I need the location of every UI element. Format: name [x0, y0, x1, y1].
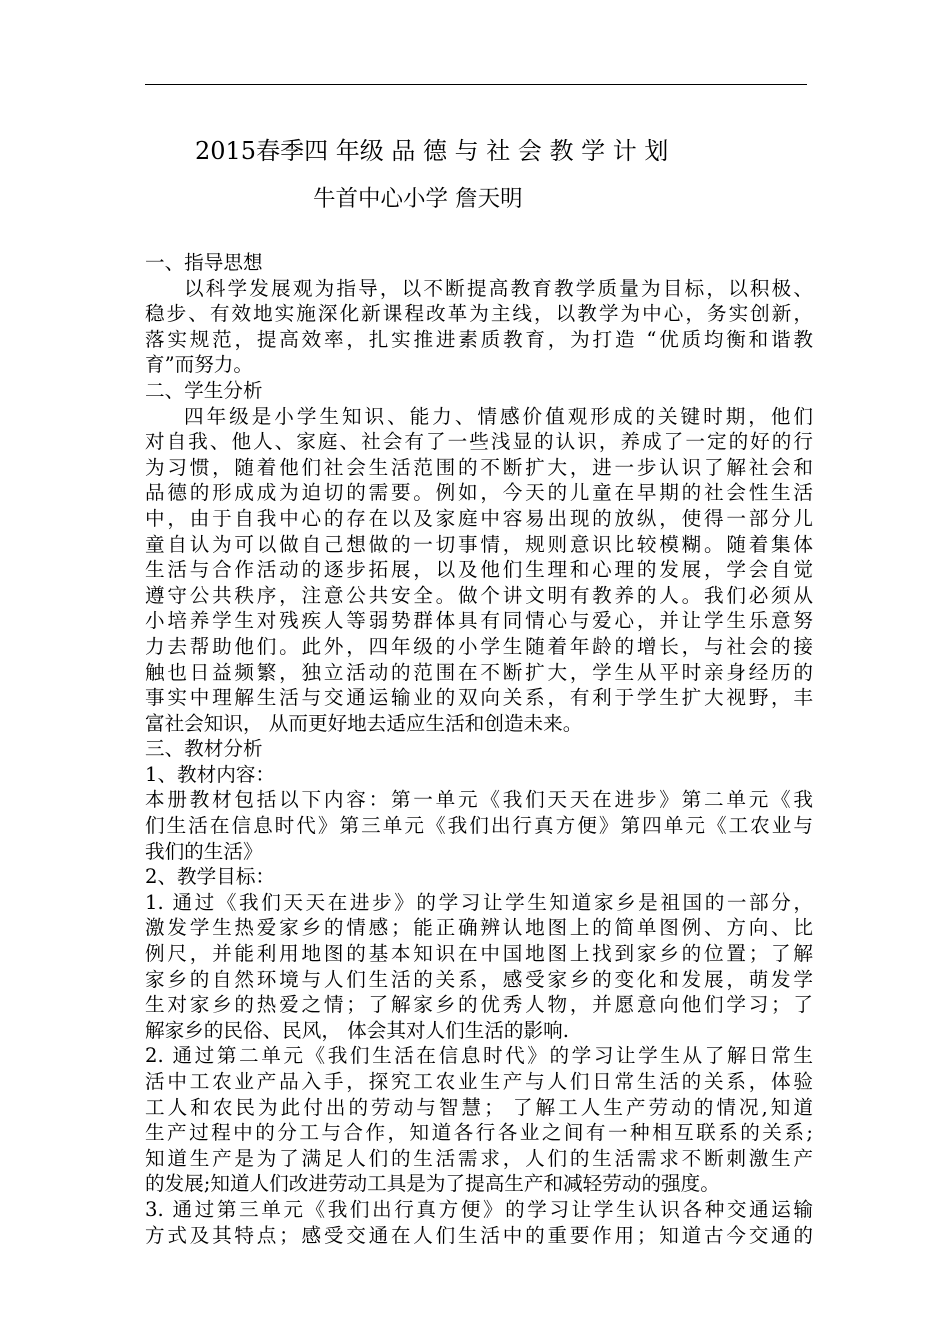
text-line: 三、教材分析 [145, 737, 263, 761]
text-line: 们生活在信息时代》第三单元《我们出行真方便》第四单元《工农业与 [145, 814, 813, 838]
header-rule [145, 84, 807, 85]
document-body [145, 250, 813, 1248]
text-line: 落实规范，提高效率，扎实推进素质教育，为打造 “优质均衡和谐教 [145, 327, 813, 351]
text-line: 我们的生活》 [145, 839, 263, 863]
text-line: 2. 通过第二单元《我们生活在信息时代》的学习让学生从了解日常生 [145, 1044, 813, 1068]
text-line: 家乡的自然环境与人们生活的关系，感受家乡的变化和发展，萌发学 [145, 967, 813, 991]
text-line: 事实中理解生活与交通运输业的双向关系，有利于学生扩大视野，丰 [145, 686, 813, 710]
text-line: 解家乡的民俗、民风， 体会其对人们生活的影响. [145, 1018, 569, 1042]
text-line: 活中工农业产品入手，探究工农业生产与人们日常生活的关系，体验 [145, 1070, 813, 1093]
text-line: 稳步、有效地实施深化新课程改革为主线，以教学为中心，务实创新， [145, 302, 813, 326]
text-line: 本册教材包括以下内容：第一单元《我们天天在进步》第二单元《我 [145, 788, 813, 812]
text-line: 知道生产是为了满足人们的生活需求，人们的生活需求不断刺激生产 [145, 1146, 813, 1170]
text-line: 激发学生热爱家乡的情感；能正确辨认地图上的简单图例、方向、比 [145, 916, 813, 940]
text-line: 富社会知识， 从而更好地去适应生活和创造未来。 [145, 711, 583, 735]
text-line: 力去帮助他们。此外，四年级的小学生随着年龄的增长，与社会的接 [145, 634, 813, 658]
text-line: 中，由于自我中心的存在以及家庭中容易出现的放纵，使得一部分儿 [145, 506, 813, 530]
text-line: 品德的形成成为迫切的需要。例如，今天的儿童在早期的社会性生活 [145, 481, 813, 505]
text-line: 工人和农民为此付出的劳动与智慧； 了解工人生产劳动的情况,知道 [145, 1095, 813, 1119]
text-line: 生活与合作活动的逐步拓展，以及他们生理和心理的发展，学会自觉 [145, 558, 813, 582]
text-line: 1、教材内容： [145, 762, 276, 786]
text-line: 生产过程中的分工与合作，知道各行各业之间有一种相互联系的关系; [145, 1121, 813, 1145]
text-line: 1. 通过《我们天天在进步》的学习让学生知道家乡是祖国的一部分， [145, 890, 813, 914]
text-line: 生对家乡的热爱之情；了解家乡的优秀人物，并愿意向他们学习；了 [145, 993, 813, 1017]
text-line: 2、教学目标： [145, 865, 276, 889]
text-line: 遵守公共秩序，注意公共安全。做个讲文明有教养的人。我们必须从 [145, 583, 813, 607]
text-line: 二、学生分析 [145, 378, 263, 402]
text-line: 对自我、他人、家庭、社会有了一些浅显的认识，养成了一定的好的行 [145, 430, 813, 454]
text-line: 触也日益频繁，独立活动的范围在不断扩大，学生从平时亲身经历的 [145, 660, 813, 684]
text-line: 方式及其特点；感受交通在人们生活中的重要作用；知道古今交通的 [145, 1223, 813, 1247]
text-line: 童自认为可以做自己想做的一切事情，规则意识比较模糊。随着集体 [145, 532, 813, 556]
text-line: 例尺，并能利用地图的基本知识在中国地图上找到家乡的位置；了解 [145, 942, 813, 966]
text-line: 以科学发展观为指导，以不断提高教育教学质量为目标，以积极、 [184, 276, 813, 300]
document-title: 2015春季四 年级 品 德 与 社 会 教 学 计 划 [195, 137, 669, 165]
text-line: 育”而努力。 [145, 353, 253, 377]
document-author: 牛首中心小学 詹天明 [313, 186, 523, 212]
text-line: 四年级是小学生知识、能力、情感价值观形成的关键时期，他们 [184, 404, 813, 428]
text-line: 为习惯，随着他们社会生活范围的不断扩大，进一步认识了解社会和 [145, 455, 813, 479]
text-line: 的发展;知道人们改进劳动工具是为了提高生产和减轻劳动的强度。 [145, 1172, 720, 1196]
text-line: 小培养学生对残疾人等弱势群体具有同情心与爱心，并让学生乐意努 [145, 609, 813, 633]
text-line: 一、指导思想 [145, 251, 263, 274]
text-line: 3. 通过第三单元《我们出行真方便》的学习让学生认识各种交通运输 [145, 1197, 813, 1221]
